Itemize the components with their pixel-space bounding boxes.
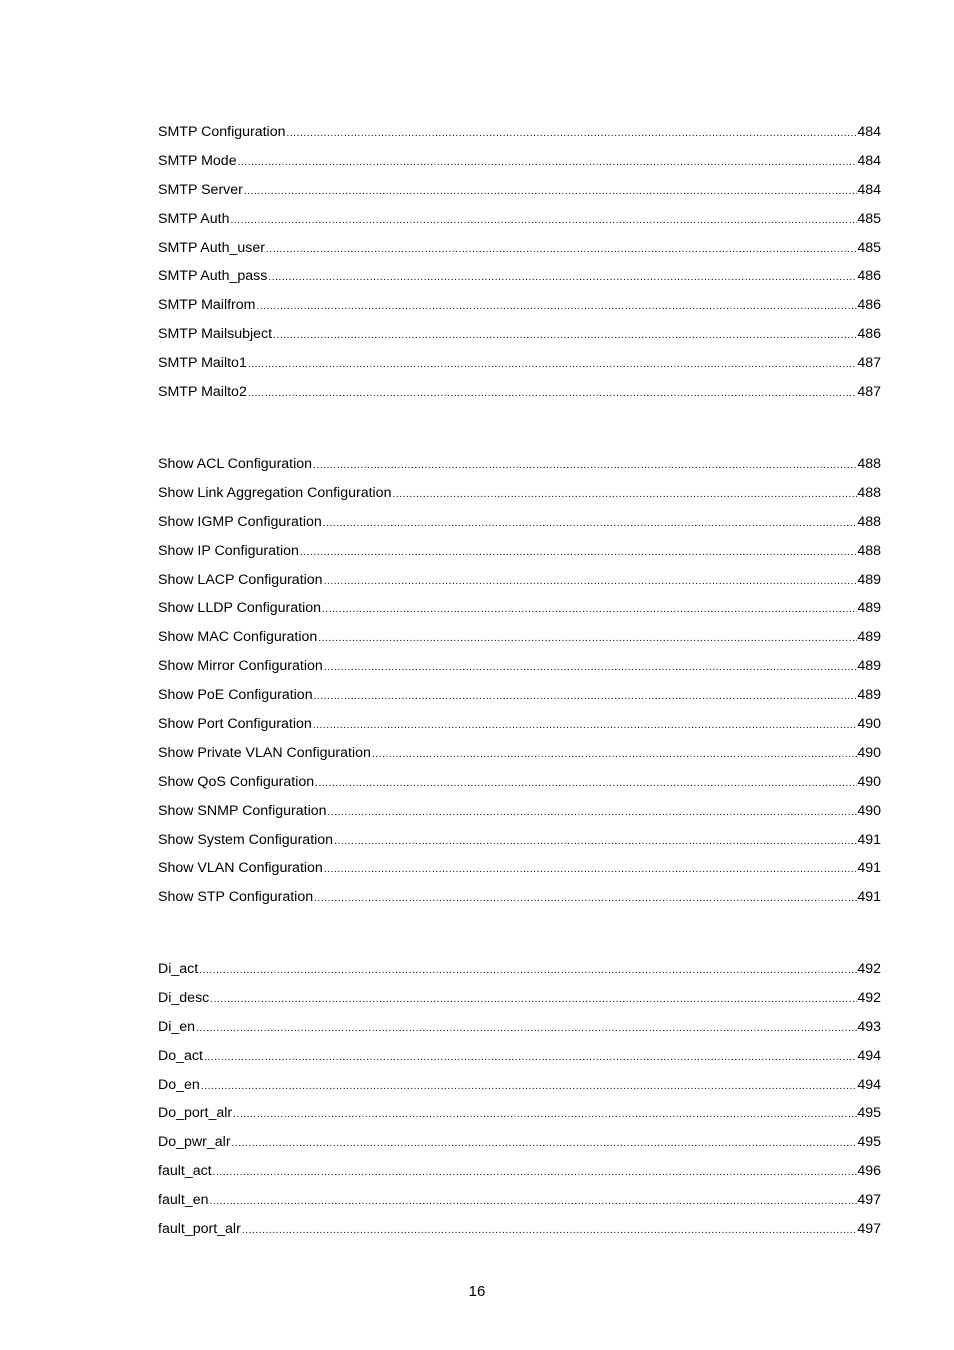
toc-entry-title: SMTP Auth_user	[158, 239, 265, 256]
toc-entry[interactable]	[158, 652, 881, 681]
toc-entry[interactable]	[158, 118, 881, 147]
toc-entry[interactable]	[158, 681, 881, 710]
toc-entry-title: Do_en	[158, 1076, 200, 1093]
toc-entry-title: Do_pwr_alr	[158, 1134, 231, 1151]
toc-dot-leader	[231, 1130, 858, 1157]
toc-entry[interactable]	[158, 378, 881, 407]
toc-dot-leader	[267, 264, 857, 291]
toc-entry-page: 496	[857, 1163, 881, 1180]
toc-entry-title: Do_act	[158, 1047, 203, 1064]
toc-dot-leader	[209, 1188, 858, 1215]
toc-dot-leader	[391, 481, 857, 508]
toc-dot-leader	[203, 1044, 857, 1071]
toc-entry-title: Show SNMP Configuration	[158, 802, 327, 819]
toc-dot-leader	[209, 986, 857, 1013]
toc-entry-page: 488	[857, 484, 881, 501]
toc-dot-leader	[321, 596, 857, 623]
toc-dot-leader	[195, 1015, 857, 1042]
toc-entry-page: 485	[857, 210, 881, 227]
toc-entry-page: 486	[857, 268, 881, 285]
toc-entry-page: 491	[857, 831, 881, 848]
toc-entry-title: Di_en	[158, 1018, 196, 1035]
toc-dot-leader	[313, 683, 858, 710]
toc-entry[interactable]	[158, 147, 881, 176]
toc-dot-leader	[371, 741, 857, 768]
toc-entry-title: Show STP Configuration	[158, 889, 314, 906]
toc-dot-leader	[200, 1073, 858, 1100]
toc-entry-title: fault_port_alr	[158, 1221, 241, 1238]
toc-entry[interactable]	[158, 1099, 881, 1128]
toc-entry[interactable]	[158, 566, 881, 595]
toc-entry-title: Show Link Aggregation Configuration	[158, 484, 392, 501]
toc-dot-leader	[247, 351, 857, 378]
toc-entry-page: 490	[857, 744, 881, 761]
toc-dot-leader	[241, 1217, 858, 1244]
toc-entry[interactable]	[158, 1013, 881, 1042]
toc-entry-page: 490	[857, 802, 881, 819]
toc-entry[interactable]	[158, 1042, 881, 1071]
toc-entry-title: SMTP Auth_pass	[158, 268, 268, 285]
toc-dot-leader	[272, 322, 857, 349]
toc-entry-page: 491	[857, 860, 881, 877]
toc-entry-page: 484	[857, 181, 881, 198]
toc-entry[interactable]	[158, 710, 881, 739]
toc-entry-page: 494	[857, 1047, 881, 1064]
toc-entry-title: Show LLDP Configuration	[158, 600, 321, 617]
toc-entry-page: 495	[857, 1105, 881, 1122]
toc-entry[interactable]	[158, 797, 881, 826]
toc-dot-leader	[312, 452, 857, 479]
toc-entry[interactable]	[158, 984, 881, 1013]
toc-dot-leader	[255, 293, 857, 320]
toc-entry-page: 488	[857, 513, 881, 530]
toc-entry[interactable]	[158, 176, 881, 205]
toc-dot-leader	[323, 654, 858, 681]
toc-entry-page: 497	[857, 1192, 881, 1209]
toc-entry-page: 493	[857, 1018, 881, 1035]
toc-dot-leader	[230, 207, 858, 234]
toc-entry-page: 489	[857, 658, 881, 675]
toc-entry-title: fault_en	[158, 1192, 209, 1209]
toc-entry[interactable]	[158, 623, 881, 652]
toc-entry-page: 489	[857, 629, 881, 646]
toc-entry-title: Show Mirror Configuration	[158, 658, 323, 675]
toc-dot-leader	[232, 1101, 857, 1128]
toc-entry[interactable]	[158, 1071, 881, 1100]
toc-entry[interactable]	[158, 854, 881, 883]
page-number: 16	[468, 1283, 486, 1300]
toc-dot-leader	[198, 957, 857, 984]
toc-section-smtp	[158, 118, 881, 407]
toc-entry-title: Show PoE Configuration	[158, 687, 313, 704]
toc-dot-leader	[323, 856, 858, 883]
toc-entry[interactable]	[158, 320, 881, 349]
toc-entry[interactable]	[158, 955, 881, 984]
toc-dot-leader	[317, 625, 857, 652]
toc-entry-title: SMTP Mailto2	[158, 384, 247, 401]
toc-entry-title: SMTP Mailfrom	[158, 297, 256, 314]
toc-entry[interactable]	[158, 1157, 881, 1186]
toc-entry-page: 484	[857, 152, 881, 169]
toc-entry-title: Show QoS Configuration	[158, 773, 315, 790]
toc-entry-title: Show VLAN Configuration	[158, 860, 323, 877]
toc-dot-leader	[333, 828, 857, 855]
toc-entry-page: 487	[857, 384, 881, 401]
toc-dot-leader	[327, 799, 858, 826]
toc-dot-leader	[314, 770, 857, 797]
toc-entry[interactable]	[158, 450, 881, 479]
toc-section-alarm	[158, 955, 881, 1244]
toc-entry[interactable]	[158, 826, 881, 855]
toc-entry-title: SMTP Configuration	[158, 124, 286, 140]
toc-entry[interactable]	[158, 1215, 881, 1244]
toc-entry-page: 492	[857, 989, 881, 1006]
toc-entry-page: 486	[857, 297, 881, 314]
toc-entry-page: 490	[857, 773, 881, 790]
toc-entry[interactable]	[158, 1128, 881, 1157]
toc-entry[interactable]	[158, 291, 881, 320]
toc-dot-leader	[299, 539, 857, 566]
toc-entry-title: SMTP Server	[158, 181, 243, 198]
toc-entry-title: Show System Configuration	[158, 831, 334, 848]
toc-entry[interactable]	[158, 1186, 881, 1215]
toc-entry-title: Show IP Configuration	[158, 542, 299, 559]
toc-entry[interactable]	[158, 234, 881, 263]
toc-entry[interactable]	[158, 768, 881, 797]
toc-entry-page: 488	[857, 456, 881, 472]
toc-entry-page: 495	[857, 1134, 881, 1151]
toc-entry-title: SMTP Auth	[158, 210, 230, 227]
toc-dot-leader	[243, 178, 857, 205]
toc-entry[interactable]	[158, 205, 881, 234]
toc-dot-leader	[312, 712, 858, 739]
toc-entry-page: 494	[857, 1076, 881, 1093]
toc-entry-title: Show ACL Configuration	[158, 456, 313, 472]
toc-entry-page: 485	[857, 239, 881, 256]
toc-section-show	[158, 450, 881, 912]
toc-dot-leader	[323, 568, 858, 595]
toc-dot-leader	[247, 380, 857, 407]
toc-dot-leader	[322, 510, 858, 537]
toc-entry[interactable]	[158, 594, 881, 623]
toc-entry[interactable]	[158, 537, 881, 566]
toc-entry-title: Show Port Configuration	[158, 716, 312, 733]
toc-entry-page: 489	[857, 687, 881, 704]
toc-entry-title: Show MAC Configuration	[158, 629, 318, 646]
toc-dot-leader	[313, 885, 857, 912]
toc-entry-page: 497	[857, 1221, 881, 1238]
toc-entry[interactable]	[158, 883, 881, 912]
toc-entry-page: 489	[857, 600, 881, 617]
toc-entry-page: 488	[857, 542, 881, 559]
toc-entry-page: 487	[857, 355, 881, 372]
toc-entry-title: Show IGMP Configuration	[158, 513, 322, 530]
toc-entry[interactable]	[158, 479, 881, 508]
toc-entry[interactable]	[158, 262, 881, 291]
toc-entry-title: Do_port_alr	[158, 1105, 233, 1122]
toc-dot-leader	[212, 1159, 858, 1186]
toc-entry-title: Show Private VLAN Configuration	[158, 744, 371, 761]
toc-entry[interactable]	[158, 739, 881, 768]
toc-dot-leader	[286, 120, 858, 147]
toc-entry-title: Di_act	[158, 961, 199, 977]
toc-entry-page: 484	[857, 124, 881, 140]
toc-entry-page: 486	[857, 326, 881, 343]
toc-entry-page: 490	[857, 716, 881, 733]
toc-entry-page: 491	[857, 889, 881, 906]
toc-entry-title: Di_desc	[158, 989, 210, 1006]
toc-entry-title: Show LACP Configuration	[158, 571, 323, 588]
toc-entry-title: SMTP Mode	[158, 152, 237, 169]
toc-dot-leader	[237, 149, 858, 176]
toc-dot-leader	[265, 236, 857, 263]
toc-entry-title: SMTP Mailsubject	[158, 326, 273, 343]
toc-entry-title: fault_act	[158, 1163, 212, 1180]
toc-entry-page: 492	[857, 961, 881, 977]
toc-entry[interactable]	[158, 508, 881, 537]
toc-entry-page: 489	[857, 571, 881, 588]
toc-entry[interactable]	[158, 349, 881, 378]
toc-entry-title: SMTP Mailto1	[158, 355, 247, 372]
